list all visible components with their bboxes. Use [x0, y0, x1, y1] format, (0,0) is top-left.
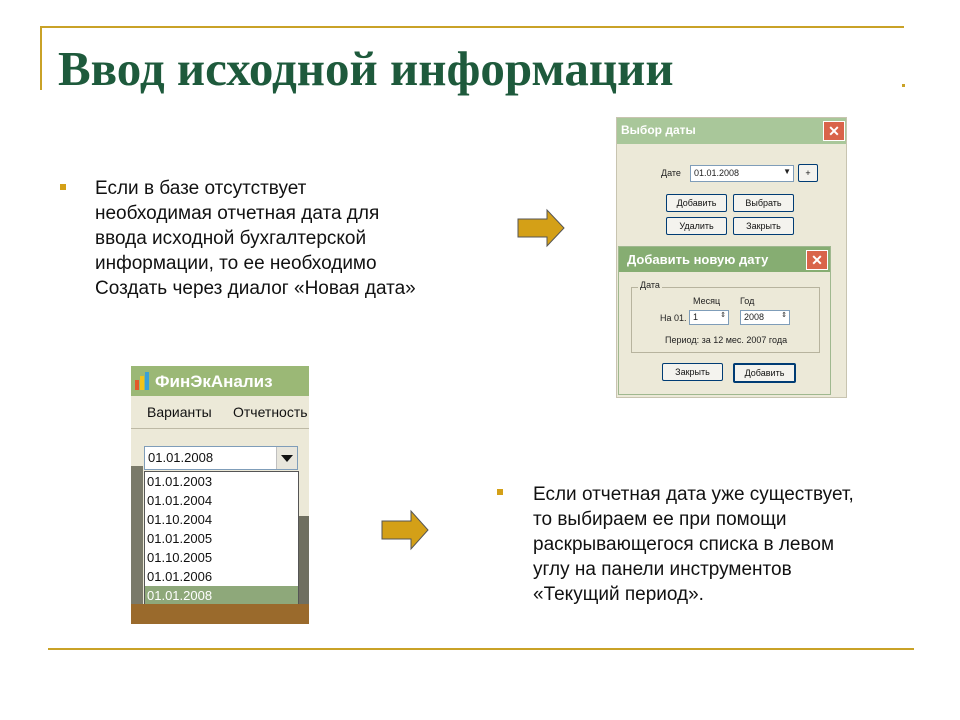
list-item[interactable]: 01.01.2004	[147, 493, 213, 508]
list-item[interactable]: 01.10.2004	[147, 512, 213, 527]
dialog-title: Добавить новую дату	[627, 252, 769, 267]
app-window-crop	[131, 366, 309, 624]
frame-right-tick	[902, 84, 905, 87]
month-label: Месяц	[693, 296, 721, 306]
year-stepper[interactable]	[740, 310, 790, 325]
app-titlebar	[131, 366, 309, 396]
current-period-combo[interactable]	[144, 446, 298, 470]
date-combo[interactable]	[690, 165, 794, 182]
background-panel	[299, 516, 309, 606]
month-stepper[interactable]	[689, 310, 729, 325]
frame-top-line	[40, 26, 904, 28]
plus-button[interactable]: +	[798, 164, 818, 182]
list-item[interactable]: 01.01.2006	[147, 569, 213, 584]
period-text: Период: за 12 мес. 2007 года	[665, 335, 788, 345]
date-combo-value: 01.01.2008	[694, 168, 740, 178]
year-value: 2008	[744, 312, 765, 322]
close-button[interactable]: Закрыть	[662, 363, 723, 381]
bullet1-line: необходимая отчетная дата для	[95, 203, 380, 224]
close-icon[interactable]: ✕	[823, 121, 845, 141]
background-panel	[131, 466, 143, 606]
list-item[interactable]: 01.01.2005	[147, 531, 213, 546]
bullet-marker-2	[497, 489, 503, 495]
delete-button[interactable]: Удалить	[666, 217, 727, 235]
bullet1-line: информации, то ее необходимо	[95, 253, 377, 274]
add-new-date-dialog	[619, 247, 830, 394]
menu-reporting[interactable]: Отчетность	[233, 404, 308, 420]
add-button[interactable]: Добавить	[666, 194, 727, 212]
right-arrow-icon	[517, 208, 567, 248]
app-title: ФинЭкАнализ	[155, 372, 273, 391]
date-label: Дате	[661, 168, 681, 178]
bullet2-line: Если отчетная дата уже существует,	[533, 484, 854, 505]
list-item[interactable]: 01.10.2005	[147, 550, 213, 565]
slide-title: Ввод исходной информации	[58, 41, 674, 96]
period-dropdown-list[interactable]	[144, 471, 299, 606]
chevron-down-icon	[277, 447, 297, 469]
bullet1-line: Если в базе отсутствует	[95, 178, 307, 199]
menu-variants[interactable]: Варианты	[147, 404, 212, 420]
bullet1-line: ввода исходной бухгалтерской	[95, 228, 367, 249]
bullet2-line: «Текущий период».	[533, 584, 704, 605]
dialog-titlebar	[617, 118, 846, 144]
frame-bottom-line	[48, 648, 914, 650]
list-item-selected[interactable]: 01.01.2008	[145, 586, 298, 605]
frame-left-line	[40, 26, 42, 90]
bullet1-line: Создать через диалог «Новая дата»	[95, 278, 416, 299]
bullet2-line: то выбираем ее при помощи	[533, 509, 787, 530]
bullet2-line: раскрывающегося списка в левом	[533, 534, 835, 555]
close-icon[interactable]: ✕	[806, 250, 828, 270]
year-label: Год	[740, 296, 755, 306]
list-item[interactable]: 01.01.2003	[147, 474, 213, 489]
dialog-title: Выбор даты	[621, 123, 696, 137]
bullet-text-1	[95, 176, 416, 301]
add-button[interactable]: Добавить	[733, 363, 796, 383]
on-label: На 01.	[660, 313, 687, 323]
dialog-titlebar	[619, 247, 830, 272]
group-label: Дата	[640, 280, 660, 290]
spin-icon[interactable]: ⇕	[720, 312, 726, 319]
combo-dropdown-button[interactable]	[276, 447, 297, 469]
chevron-down-icon[interactable]: ▼	[783, 167, 791, 176]
month-value: 1	[693, 312, 699, 322]
select-button[interactable]: Выбрать	[733, 194, 794, 212]
app-bottom-bar	[131, 604, 309, 624]
close-button[interactable]: Закрыть	[733, 217, 794, 235]
right-arrow-icon	[381, 509, 431, 551]
current-period-value: 01.01.2008	[148, 450, 214, 465]
menu-divider	[131, 428, 309, 429]
bullet2-line: углу на панели инструментов	[533, 559, 792, 580]
bullet-text-2	[533, 482, 854, 607]
spin-icon[interactable]: ⇕	[781, 312, 787, 319]
bullet-marker-1	[60, 184, 66, 190]
app-logo-icon	[135, 372, 151, 390]
